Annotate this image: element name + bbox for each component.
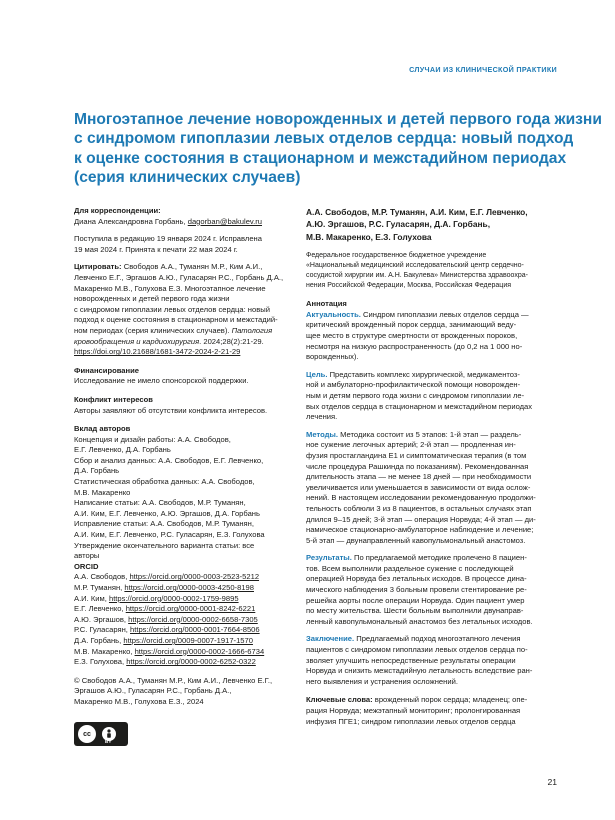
contribution-line: Е.Г. Левченко, Д.А. Горбань bbox=[74, 445, 171, 455]
abstract-line: решейка аорты после операции Норвуда. Один пациент умер bbox=[306, 595, 525, 605]
abstract-line: зволяет улучшить непосредственные результаты операции bbox=[306, 655, 516, 665]
conflict-heading: Конфликт интересов bbox=[74, 394, 153, 404]
orcid-link[interactable]: https://orcid.org/0000-0002-6658-7305 bbox=[128, 614, 258, 624]
contributions-heading: Вклад авторов bbox=[74, 424, 131, 434]
abstract-line: критический врожденный порок сердца, занимающий веду- bbox=[306, 320, 517, 330]
cc-icon: cc bbox=[78, 725, 96, 743]
orcid-author: А.И. Ким, bbox=[74, 593, 109, 603]
abstract-text: Представить комплекс хирургической, медикаментоз- bbox=[327, 369, 520, 379]
received-line: Поступила в редакцию 19 января 2024 г. Исправлена bbox=[74, 234, 262, 244]
contribution-line: Написание статьи: А.А. Свободов, М.Р. Туманян, bbox=[74, 498, 246, 508]
cite-line: Макаренко М.В., Голухова Е.З. Многоэтапное лечение bbox=[74, 283, 266, 293]
abstract-line: нений. В настоящем исследовании рекомендованную продолжи- bbox=[306, 493, 536, 503]
funding-text: Исследование не имело спонсорской поддержки. bbox=[74, 376, 249, 386]
keywords-text: врожденный порок сердца; младенец; опе- bbox=[372, 695, 528, 705]
methods-paragraph bbox=[306, 430, 564, 547]
contribution-line: Концепция и дизайн работы: А.А. Свободов, bbox=[74, 434, 231, 444]
abstract-line: Норвуда и снизить межстадийную летальность вследствие ран- bbox=[306, 666, 533, 676]
abstract-line: тов. Всем выполнили раздельное сужение с последующей bbox=[306, 563, 514, 573]
copyright-line: Макаренко М.В., Голухова Е.З., 2024 bbox=[74, 696, 204, 706]
funding-heading: Финансирование bbox=[74, 365, 139, 375]
abstract-text: Предлагаемый подход многоэтапного лечения bbox=[354, 634, 521, 644]
affiliation-line: сосудистой хирургии им. А.Н. Бакулева» Министерства здравоохра- bbox=[306, 272, 528, 280]
relevance-label: Актуальность. bbox=[306, 309, 361, 319]
abstract-line: 5-й этап — двунаправленный кавопульмональный анастомоз. bbox=[306, 535, 526, 545]
author-line: М.В. Макаренко, Е.З. Голухова bbox=[306, 231, 432, 242]
conclusion-paragraph bbox=[306, 634, 564, 687]
copyright bbox=[74, 676, 296, 708]
orcid-author: М.В. Макаренко, bbox=[74, 646, 135, 656]
author-line: А.А. Свободов, М.Р. Туманян, А.И. Ким, Е.Г. Левченко, bbox=[306, 207, 528, 217]
orcid-link[interactable]: https://orcid.org/0000-0003-4250-8198 bbox=[124, 583, 254, 592]
orcid-link[interactable]: https://orcid.org/0009-0007-1917-1570 bbox=[123, 635, 253, 645]
abstract-line: ворожденных). bbox=[306, 352, 359, 362]
cite-line: новорожденных и детей первого года жизни bbox=[74, 294, 230, 304]
abstract-line: длился 9–15 дней; 3-й этап — операция Норвуда; 4-й этап — ди- bbox=[306, 514, 536, 524]
abstract-line: лечения. bbox=[306, 412, 338, 422]
abstract-line: намическое стационарно-амбулаторное наблюдение и лечение; bbox=[306, 525, 534, 535]
title-line: Многоэтапное лечение новорожденных и детей первого года жизни bbox=[74, 111, 602, 128]
results-label: Результаты. bbox=[306, 553, 352, 563]
correspondence-heading: Для корреспонденции: bbox=[74, 206, 161, 215]
contribution-line: М.В. Макаренко bbox=[74, 487, 131, 497]
abstract-line: него выявления и устранения осложнений. bbox=[306, 676, 458, 686]
orcid-link[interactable]: https://orcid.org/0000-0002-1759-9895 bbox=[108, 593, 239, 603]
copyright-line: Эргашов А.Ю., Гуласарян Р.С., Горбань Д.А., bbox=[74, 686, 232, 696]
orcid-list bbox=[74, 572, 296, 667]
keywords-line: инфузия ПГЕ1; синдром гипоплазии левых отделов сердца bbox=[306, 716, 516, 726]
orcid-heading: ORCID bbox=[74, 561, 99, 571]
cite-volume: . 2024;28(2):21-29. bbox=[199, 336, 264, 346]
abstract-text: По предлагаемой методике пролечено 8 пациен- bbox=[351, 553, 527, 563]
affiliation-line: нения Российской Федерации, Москва, Российская Федерация bbox=[306, 282, 512, 290]
annotation-heading: Аннотация bbox=[306, 299, 347, 309]
abstract-line: фузия простагландина Е1 и симптоматическая терапия (в том bbox=[306, 450, 527, 460]
author-list bbox=[306, 206, 564, 243]
abstract-line: ной и амбулаторно-профилактической помощи новорожден- bbox=[306, 380, 521, 390]
abstract-line: длительность этапа — не менее 18 дней — при необходимости bbox=[306, 472, 532, 482]
abstract-line: несмотря на низкую распространенность (до 0,2 на 1 000 но- bbox=[306, 341, 523, 351]
title-line: с синдромом гипоплазии левых отделов сердца: новый подход bbox=[74, 130, 574, 148]
cite-label: Цитировать: bbox=[74, 262, 122, 272]
orcid-author: А.А. Свободов, bbox=[74, 572, 130, 582]
affiliation-line: «Национальный медицинский исследовательский центр сердечно- bbox=[306, 262, 524, 270]
received-dates bbox=[74, 234, 296, 255]
contribution-line: Д.А. Горбань bbox=[74, 466, 120, 476]
correspondence-name: Диана Александровна Горбань, bbox=[74, 216, 188, 226]
results-paragraph bbox=[306, 553, 564, 627]
cite-line: с синдромом гипоплазии левых отделов сердца: новый bbox=[74, 304, 270, 314]
abstract-line: тельность соблюли 3 из 8 пациентов, в остальных случаях этап bbox=[306, 503, 532, 513]
contribution-line: авторы bbox=[74, 551, 100, 561]
orcid-author: Е.З. Голухова, bbox=[74, 657, 127, 667]
right-column bbox=[306, 206, 564, 727]
orcid-author: Д.А. Горбань, bbox=[74, 635, 124, 645]
abstract-line: числе процедура Рашкинда по показаниям). Рекомендованная bbox=[306, 461, 529, 471]
contribution-line: Утверждение окончательного варианта статьи: все bbox=[74, 540, 255, 550]
abstract-line: ное сужение легочных артерий; 2-й этап — продленная ин- bbox=[306, 440, 516, 450]
abstract-text: Синдром гипоплазии левых отделов сердца — bbox=[360, 309, 529, 319]
abstract-line: увеличивается или уменьшается в зависимости от вида ослож- bbox=[306, 482, 531, 492]
author-line: А.Ю. Эргашов, Р.С. Гуласарян, Д.А. Горбань, bbox=[306, 219, 491, 230]
abstract-line: операцией Норвуда без летальных исходов. В процессе дина- bbox=[306, 574, 527, 584]
abstract-line: ленный кавопульмональный анастомоз без летальных исходов. bbox=[306, 616, 533, 626]
journal-name: кровообращения и кардиохирургия bbox=[74, 336, 200, 346]
conflict-text: Авторы заявляют об отсутствии конфликта интересов. bbox=[74, 405, 268, 415]
by-label: BY bbox=[105, 739, 112, 744]
keywords-line: рация Норвуда; межэтапный мониторинг; пролонгированная bbox=[306, 706, 521, 715]
abstract-line: по месту жительства. Шести больным выполнили двунаправ- bbox=[306, 606, 524, 616]
title-line: (серия клинических случаев) bbox=[74, 169, 301, 187]
contribution-line: Исправление статьи: А.А. Свободов, М.Р. Туманян, bbox=[74, 519, 254, 529]
correspondence-email-link[interactable]: dagorban@bakulev.ru bbox=[187, 216, 263, 226]
abstract-line: щее место в структуре смертности от врожденных пороков, bbox=[306, 331, 518, 340]
aim-label: Цель. bbox=[306, 369, 328, 379]
orcid-author: А.Ю. Эргашов, bbox=[74, 614, 129, 624]
contribution-line: Статистическая обработка данных: А.А. Свободов, bbox=[74, 477, 255, 487]
abstract-line: пациентов с синдромом гипоплазии левых отделов сердца по- bbox=[306, 645, 528, 655]
abstract-text: Методика состоит из 5 этапов: 1-й этап — раздель- bbox=[338, 429, 522, 439]
abstract-line: мического наблюдения 3 больным провели стентирование ре- bbox=[306, 585, 527, 595]
article-title bbox=[74, 110, 602, 188]
orcid-author: Е.Г. Левченко, bbox=[74, 604, 126, 614]
abstract-line: вых отделов сердца в стационарном и межстадийном периодах bbox=[306, 401, 533, 411]
citation bbox=[74, 262, 296, 357]
orcid-link[interactable]: https://orcid.org/0000-0003-2523-5212 bbox=[129, 572, 260, 582]
section-label: СЛУЧАИ ИЗ КЛИНИЧЕСКОЙ ПРАКТИКИ bbox=[409, 65, 557, 74]
cite-line: Левченко Е.Г., Эргашов А.Ю., Гуласарян Р.С., Горбань Д.А., bbox=[74, 272, 284, 282]
contribution-line: А.И. Ким, Е.Г. Левченко, А.Ю. Эргашов, Д.А. Горбань bbox=[74, 508, 260, 518]
contributions bbox=[74, 435, 296, 562]
orcid-link[interactable]: https://orcid.org/0000-0002-1666-6734 bbox=[134, 646, 265, 656]
abstract-line: ным и детям первого года жизни с синдромом гипоплазии ле- bbox=[306, 390, 525, 400]
aim-paragraph bbox=[306, 370, 564, 423]
conclusion-label: Заключение. bbox=[306, 634, 355, 644]
cc-by-license-badge[interactable] bbox=[74, 722, 128, 746]
orcid-author: М.Р. Туманян, bbox=[74, 583, 125, 592]
orcid-link[interactable]: https://orcid.org/0000-0001-8242-6221 bbox=[125, 604, 256, 614]
methods-label: Методы. bbox=[306, 429, 339, 439]
title-line: к оценке состояния в стационарном и межстадийном периодах bbox=[74, 149, 567, 167]
affiliation bbox=[306, 251, 564, 291]
page-number: 21 bbox=[547, 777, 557, 787]
copyright-line: © Свободов А.А., Туманян М.Р., Ким А.И., Левченко Е.Г., bbox=[74, 675, 273, 685]
journal-name: Патология bbox=[231, 325, 273, 335]
contribution-line: А.И. Ким, Е.Г. Левченко, Р.С. Гуласарян, Е.З. Голухова bbox=[74, 530, 265, 540]
cite-line: подход к оценке состояния в стационарном и межстадий- bbox=[74, 315, 278, 325]
orcid-author: Р.С. Гуласарян, bbox=[74, 625, 131, 635]
relevance-paragraph bbox=[306, 310, 564, 363]
affiliation-line: Федеральное государственное бюджетное учреждение bbox=[306, 252, 487, 260]
correspondence bbox=[74, 217, 296, 228]
keywords-label: Ключевые слова: bbox=[306, 695, 373, 705]
cite-text: ном периодах (серия клинических случаев). bbox=[74, 325, 232, 335]
contribution-line: Сбор и анализ данных: А.А. Свободов, Е.Г. Левченко, bbox=[74, 455, 264, 465]
left-column bbox=[74, 206, 296, 708]
received-line: 19 мая 2024 г. Принята к печати 22 мая 2024 г. bbox=[74, 244, 238, 254]
orcid-link[interactable]: https://orcid.org/0000-0002-6252-0322 bbox=[126, 657, 256, 667]
orcid-link[interactable]: https://orcid.org/0000-0001-7664-8506 bbox=[130, 625, 260, 635]
keywords bbox=[306, 695, 564, 727]
cite-text: Свободов А.А., Туманян М.Р., Ким А.И., bbox=[121, 262, 263, 272]
doi-link[interactable]: https://doi.org/10.21688/1681-3472-2024-2-21-29 bbox=[74, 347, 241, 357]
